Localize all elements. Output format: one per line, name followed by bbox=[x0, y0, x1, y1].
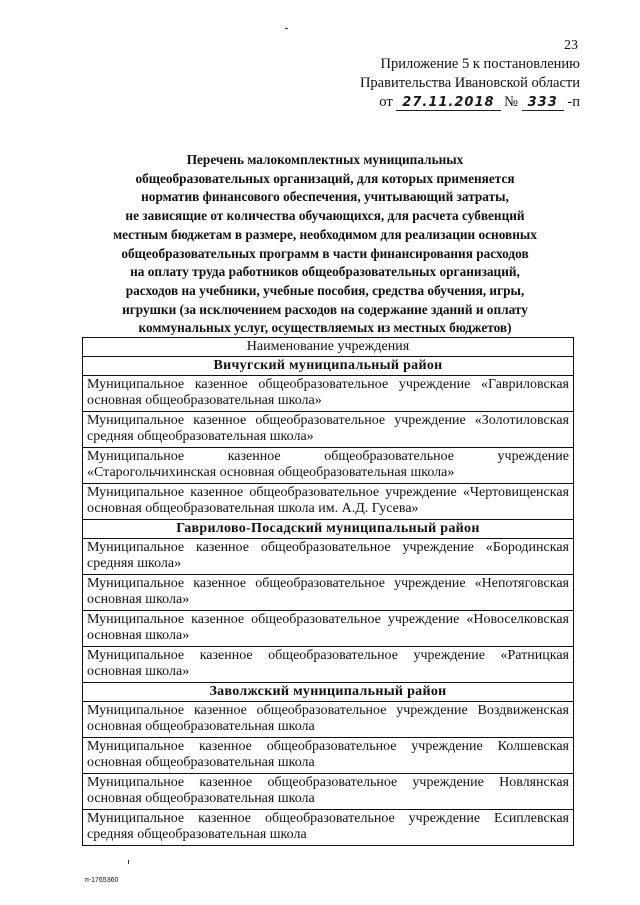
district-name: Гаврилово-Посадский муниципальный район bbox=[83, 519, 574, 538]
district-row bbox=[83, 682, 574, 701]
title-line: не зависящие от количества обучающихся, для расчета субвенций bbox=[125, 208, 525, 224]
institution-cell: Муниципальное казенное общеобразовательное учреждение Колшевская основная общеобразовательная школа bbox=[83, 737, 574, 773]
institution-cell: Муниципальное казенное общеобразовательное учреждение «Гавриловская основная общеобразовательная школа» bbox=[83, 375, 574, 411]
table-row bbox=[83, 538, 574, 574]
institutions-table bbox=[82, 337, 574, 846]
institution-cell: Муниципальное казенное общеобразовательное учреждение «Бородинская средняя школа» bbox=[83, 538, 574, 574]
district-row bbox=[83, 519, 574, 538]
appendix-header bbox=[340, 55, 580, 112]
decree-date: 27.11.2018 bbox=[396, 95, 500, 111]
table-row bbox=[83, 646, 574, 682]
district-row bbox=[83, 356, 574, 375]
appendix-line-2: Правительства Ивановской области bbox=[359, 75, 580, 91]
title-line: Перечень малокомплектных муниципальных bbox=[186, 152, 464, 167]
table-row bbox=[83, 483, 574, 519]
table-row bbox=[83, 610, 574, 646]
title-line: общеобразовательных программ в части финансирования расходов bbox=[121, 245, 529, 261]
institution-cell: Муниципальное казенное общеобразовательное учреждение Новлянская основная общеобразовательная школа bbox=[83, 773, 574, 809]
title-line: игрушки (за исключением расходов на содержание зданий и оплату bbox=[122, 301, 528, 317]
title-line: коммунальных услуг, осуществляемых из местных бюджетов) bbox=[138, 320, 512, 336]
page-number: 23 bbox=[564, 38, 578, 53]
institution-cell: Муниципальное казенное общеобразовательное учреждение «Старогольчихинская основная общеобразовательная школа» bbox=[83, 447, 574, 483]
appendix-line-1: Приложение 5 к постановлению bbox=[380, 56, 580, 72]
table-row bbox=[83, 773, 574, 809]
document-title bbox=[80, 151, 570, 338]
table-row bbox=[83, 447, 574, 483]
institution-cell: Муниципальное казенное общеобразовательное учреждение «Непотяговская основная школа» bbox=[83, 574, 574, 610]
number-label: № bbox=[504, 94, 519, 110]
decree-number: 333 bbox=[522, 95, 564, 111]
table-header-row bbox=[83, 338, 574, 357]
table-row bbox=[83, 375, 574, 411]
institution-cell: Муниципальное казенное общеобразовательное учреждение Воздвиженская основная общеобразовательная школа bbox=[83, 701, 574, 737]
institution-cell: Муниципальное казенное общеобразовательное учреждение Есиплевская средняя общеобразовательная школа bbox=[83, 809, 574, 845]
institution-cell: Муниципальное казенное общеобразовательное учреждение «Ратницкая основная школа» bbox=[83, 646, 574, 682]
institution-cell: Муниципальное казенное общеобразовательное учреждение «Чертовищенская основная общеобразовательная школа им. А.Д. Гусева» bbox=[83, 483, 574, 519]
district-name: Заволжский муниципальный район bbox=[83, 682, 574, 701]
from-label: от bbox=[379, 94, 393, 110]
institution-cell: Муниципальное казенное общеобразовательное учреждение «Новоселковская основная школа» bbox=[83, 610, 574, 646]
institution-cell: Муниципальное казенное общеобразовательное учреждение «Золотиловская средняя общеобразовательная школа» bbox=[83, 411, 574, 447]
decree-reference bbox=[340, 93, 580, 112]
table-row bbox=[83, 574, 574, 610]
table-row bbox=[83, 411, 574, 447]
number-suffix: -п bbox=[567, 94, 580, 110]
district-name: Вичугский муниципальный район bbox=[83, 356, 574, 375]
scan-speck bbox=[285, 28, 288, 29]
table-header: Наименование учреждения bbox=[83, 338, 574, 357]
title-line: местным бюджетам в размере, необходимом для реализации основных bbox=[113, 226, 537, 242]
footer-code: п-1765360 bbox=[85, 877, 119, 884]
table-row bbox=[83, 809, 574, 845]
scan-speck bbox=[128, 860, 129, 864]
title-line: на оплату труда работников общеобразовательных организаций, bbox=[130, 264, 520, 280]
table-row bbox=[83, 701, 574, 737]
table-row bbox=[83, 737, 574, 773]
title-line: общеобразовательных организаций, для которых применяется bbox=[135, 170, 515, 186]
title-line: расходов на учебники, учебные пособия, средства обучения, игры, bbox=[125, 282, 525, 298]
title-line: норматив финансового обеспечения, учитывающий затраты, bbox=[141, 189, 509, 205]
